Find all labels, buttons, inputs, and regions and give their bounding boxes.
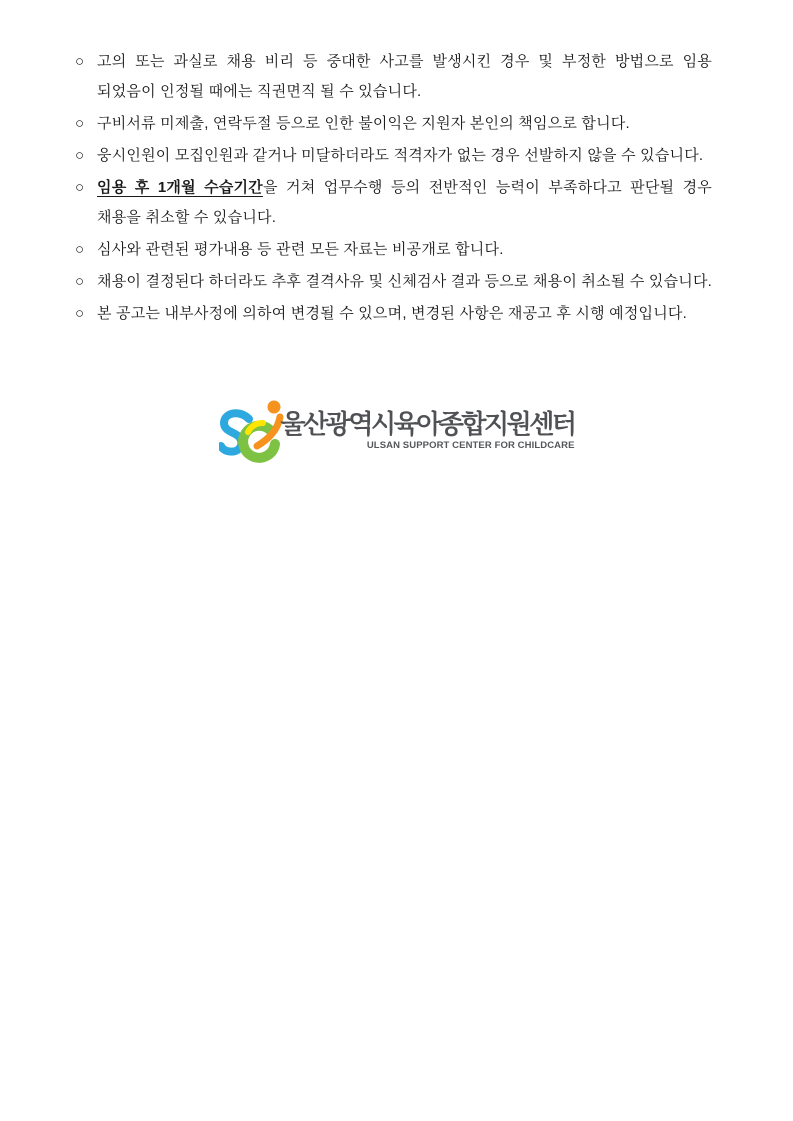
notice-line xyxy=(97,235,712,265)
notice-item-6 xyxy=(75,267,712,297)
notice-item-6-text xyxy=(97,267,712,297)
org-name-english: ULSAN SUPPORT CENTER FOR CHILDCARE xyxy=(366,440,575,452)
notice-item-3-text xyxy=(97,141,712,171)
org-logo-mark-icon xyxy=(218,399,286,465)
bullet-circle-icon: ○ xyxy=(75,305,85,322)
notice-run: 구비서류 미제출, 연락두절 등으로 인한 불이익은 지원자 본인의 책임으로 합니다. xyxy=(97,115,630,132)
notice-line xyxy=(97,203,712,233)
notice-run: 고의 또는 과실로 채용 비리 등 중대한 사고를 발생시킨 경우 및 부정한 방법으로 임용 xyxy=(97,53,712,70)
notice-item-5 xyxy=(75,235,712,265)
bullet-circle-icon: ○ xyxy=(75,115,85,132)
notice-item-2 xyxy=(75,109,712,139)
notice-run: 웅시인원이 모집인원과 같거나 미달하더라도 적격자가 없는 경우 선발하지 않을 수 있습니다. xyxy=(97,147,704,164)
bullet-circle-icon: ○ xyxy=(75,147,85,164)
notice-item-1-text xyxy=(97,47,712,107)
notice-item-4 xyxy=(75,173,712,233)
notice-item-1 xyxy=(75,47,712,107)
notice-run-bold-underline: 임용 후 1개월 수습기간 xyxy=(97,179,263,196)
notice-line xyxy=(97,77,712,107)
notice-item-7 xyxy=(75,299,712,329)
notice-line xyxy=(97,267,712,297)
notice-item-4-text xyxy=(97,173,712,233)
notice-item-2-text xyxy=(97,109,712,139)
notice-line xyxy=(97,109,712,139)
notice-run: 되었음이 인정될 때에는 직권면직 될 수 있습니다. xyxy=(97,83,422,100)
notice-line xyxy=(97,299,712,329)
notice-line xyxy=(97,173,712,203)
notice-run: 심사와 관련된 평가내용 등 관련 모든 자료는 비공개로 합니다. xyxy=(97,241,504,258)
org-name-korean: 울산광역시육아종합지원센터 xyxy=(280,409,575,439)
bullet-circle-icon: ○ xyxy=(75,273,85,290)
notice-list xyxy=(75,47,712,331)
notice-run: 채용을 취소할 수 있습니다. xyxy=(97,209,277,226)
notice-run: 을 거쳐 업무수행 등의 전반적인 능력이 부족하다고 판단될 경우 xyxy=(262,179,713,196)
notice-line xyxy=(97,47,712,77)
logo-person-head xyxy=(267,401,280,414)
bullet-circle-icon: ○ xyxy=(75,53,85,70)
notice-run: 채용이 결정된다 하더라도 추후 결격사유 및 신체검사 결과 등으로 채용이 취소될 수 있습니다. xyxy=(97,273,713,290)
bullet-circle-icon: ○ xyxy=(75,241,85,258)
notice-line xyxy=(97,141,712,171)
org-logo-text xyxy=(280,411,574,451)
notice-item-7-text xyxy=(97,299,712,329)
org-logo xyxy=(218,399,574,465)
notice-run: 본 공고는 내부사정에 의하여 변경될 수 있으며, 변경된 사항은 재공고 후 시행 예정입니다. xyxy=(97,305,687,322)
notice-item-5-text xyxy=(97,235,712,265)
notice-item-3 xyxy=(75,141,712,171)
bullet-circle-icon: ○ xyxy=(75,179,85,196)
